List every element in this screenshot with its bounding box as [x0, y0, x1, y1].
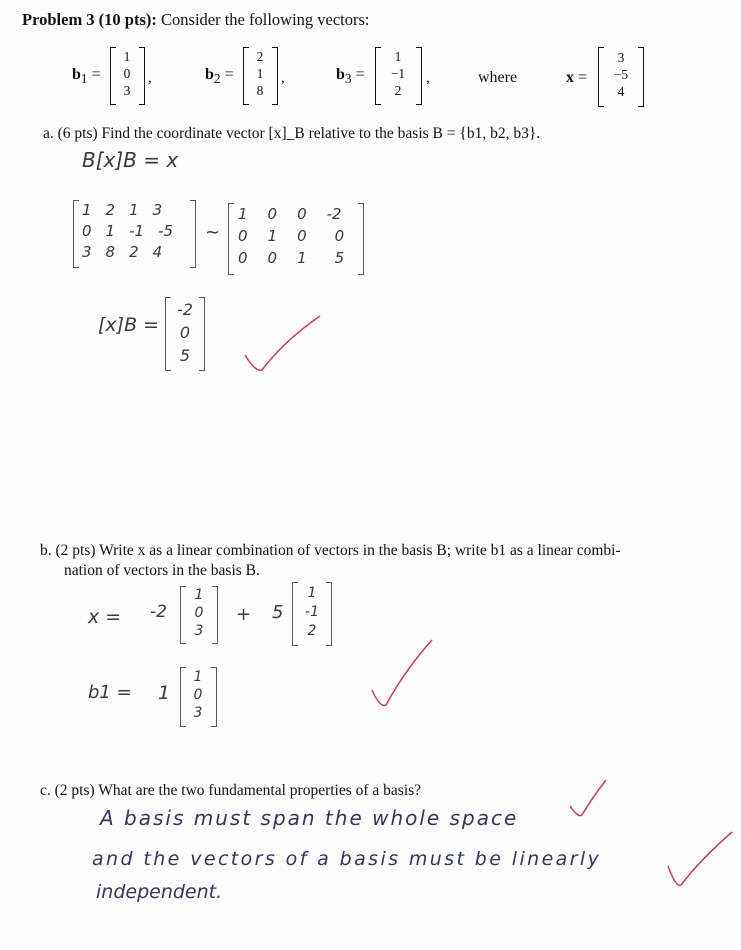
b-coef2: 5 — [272, 602, 284, 623]
b-b1-lhs: b1 = — [88, 682, 132, 703]
c-answer-line3: independent. — [96, 881, 223, 903]
part-b-question: b. (2 pts) Write x as a linear combination of vectors in the basis B; write b1 as a linear combi- nation of vectors in the basis B. — [40, 542, 621, 579]
coord-label: [x]B = — [98, 314, 160, 336]
check-mark-c1 — [570, 780, 606, 816]
part-a-question: a. (6 pts) Find the coordinate vector [x]_B relative to the basis B = {b1, b2, b3}. — [43, 125, 541, 142]
b-vec1: 1 0 3 — [194, 587, 204, 639]
check-mark-b — [372, 640, 432, 705]
b-plus: + — [236, 604, 252, 625]
augmented-matrix: 1 2 1 3 0 1 -1 -5 3 8 2 4 — [82, 201, 174, 261]
check-mark-c2 — [668, 832, 732, 885]
part-c-question: c. (2 pts) What are the two fundamental properties of a basis? — [40, 782, 422, 799]
check-mark-a — [245, 316, 320, 370]
b-x-lhs: x = — [88, 606, 122, 628]
b-coef3: 1 — [158, 682, 171, 704]
problem-label: Problem 3 (10 pts): — [22, 10, 157, 29]
x-label: x = — [566, 69, 588, 86]
b2-vector: 2 1 8 — [256, 49, 264, 98]
b1-vector: 1 0 3 — [123, 49, 131, 98]
a-equation: B[x]B = x — [82, 148, 179, 172]
b3-vector: 1 −1 2 — [390, 49, 406, 98]
b1-label: $b_1$ = — [72, 66, 101, 87]
c-answer-line2: and the vectors of a basis must be linearly — [92, 848, 602, 870]
rref-matrix: 1 0 0 -2 0 1 0 0 0 0 1 5 — [238, 205, 345, 267]
coord-vector: -2 0 5 — [177, 300, 193, 365]
b-vec2: 1 -1 2 — [305, 585, 319, 639]
c-answer-line1: A basis must span the whole space — [100, 806, 519, 830]
b-coef1: -2 — [150, 602, 167, 622]
tilde: ~ — [205, 222, 221, 243]
problem-text: Consider the following vectors: — [161, 10, 370, 29]
x-vector: 3 −5 4 — [613, 50, 629, 99]
where-text: where — [478, 69, 518, 86]
b-vec3: 1 0 3 — [193, 669, 203, 721]
b3-label: $b_3$ = — [336, 66, 365, 87]
b2-label: $b_2$ = — [205, 66, 234, 87]
